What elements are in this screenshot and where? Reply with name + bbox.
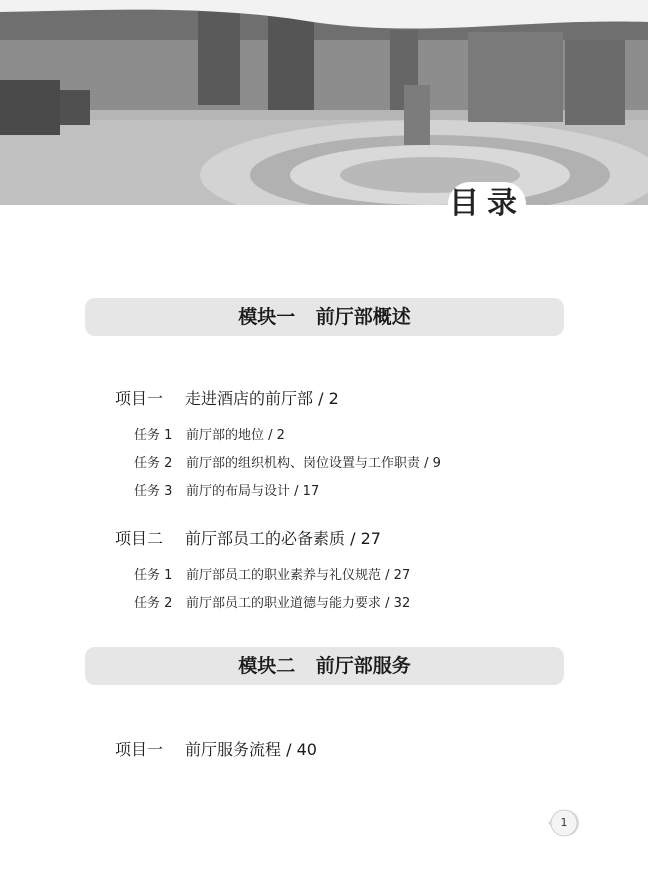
project-entry[interactable] <box>115 526 381 549</box>
lobby-illustration <box>0 0 648 205</box>
task-number: 任务 1 <box>134 428 173 443</box>
project-number: 项目一 <box>115 740 164 759</box>
project-entry[interactable] <box>115 386 339 409</box>
toc-title: 目录 <box>448 182 526 226</box>
project-title: 走进酒店的前厅部 <box>185 389 314 408</box>
task-number: 任务 1 <box>134 568 173 583</box>
task-entry[interactable] <box>134 592 410 611</box>
project-page: / 2 <box>318 389 339 408</box>
task-page: / 32 <box>385 596 411 611</box>
task-page: / 27 <box>385 568 411 583</box>
task-entry[interactable] <box>134 424 285 443</box>
task-page: / 2 <box>268 428 285 443</box>
task-title: 前厅部的组织机构、岗位设置与工作职责 <box>186 456 421 471</box>
project-title: 前厅服务流程 <box>185 740 282 759</box>
task-entry[interactable] <box>134 564 410 583</box>
module-heading: 模块二 前厅部服务 <box>85 647 564 685</box>
task-title: 前厅部的地位 <box>186 428 265 443</box>
project-entry[interactable] <box>115 737 317 760</box>
task-number: 任务 2 <box>134 456 173 471</box>
task-entry[interactable] <box>134 480 319 499</box>
project-number: 项目一 <box>115 389 164 408</box>
header-photo <box>0 0 648 205</box>
task-page: / 17 <box>294 484 320 499</box>
task-entry[interactable] <box>134 452 441 471</box>
task-number: 任务 3 <box>134 484 173 499</box>
page-number: 1 <box>560 816 568 829</box>
project-title: 前厅部员工的必备素质 <box>185 529 346 548</box>
project-page: / 27 <box>350 529 381 548</box>
task-title: 前厅的布局与设计 <box>186 484 291 499</box>
project-number: 项目二 <box>115 529 164 548</box>
module-heading: 模块一 前厅部概述 <box>85 298 564 336</box>
task-title: 前厅部员工的职业道德与能力要求 <box>186 596 382 611</box>
task-number: 任务 2 <box>134 596 173 611</box>
project-page: / 40 <box>286 740 317 759</box>
task-page: / 9 <box>424 456 441 471</box>
task-title: 前厅部员工的职业素养与礼仪规范 <box>186 568 382 583</box>
